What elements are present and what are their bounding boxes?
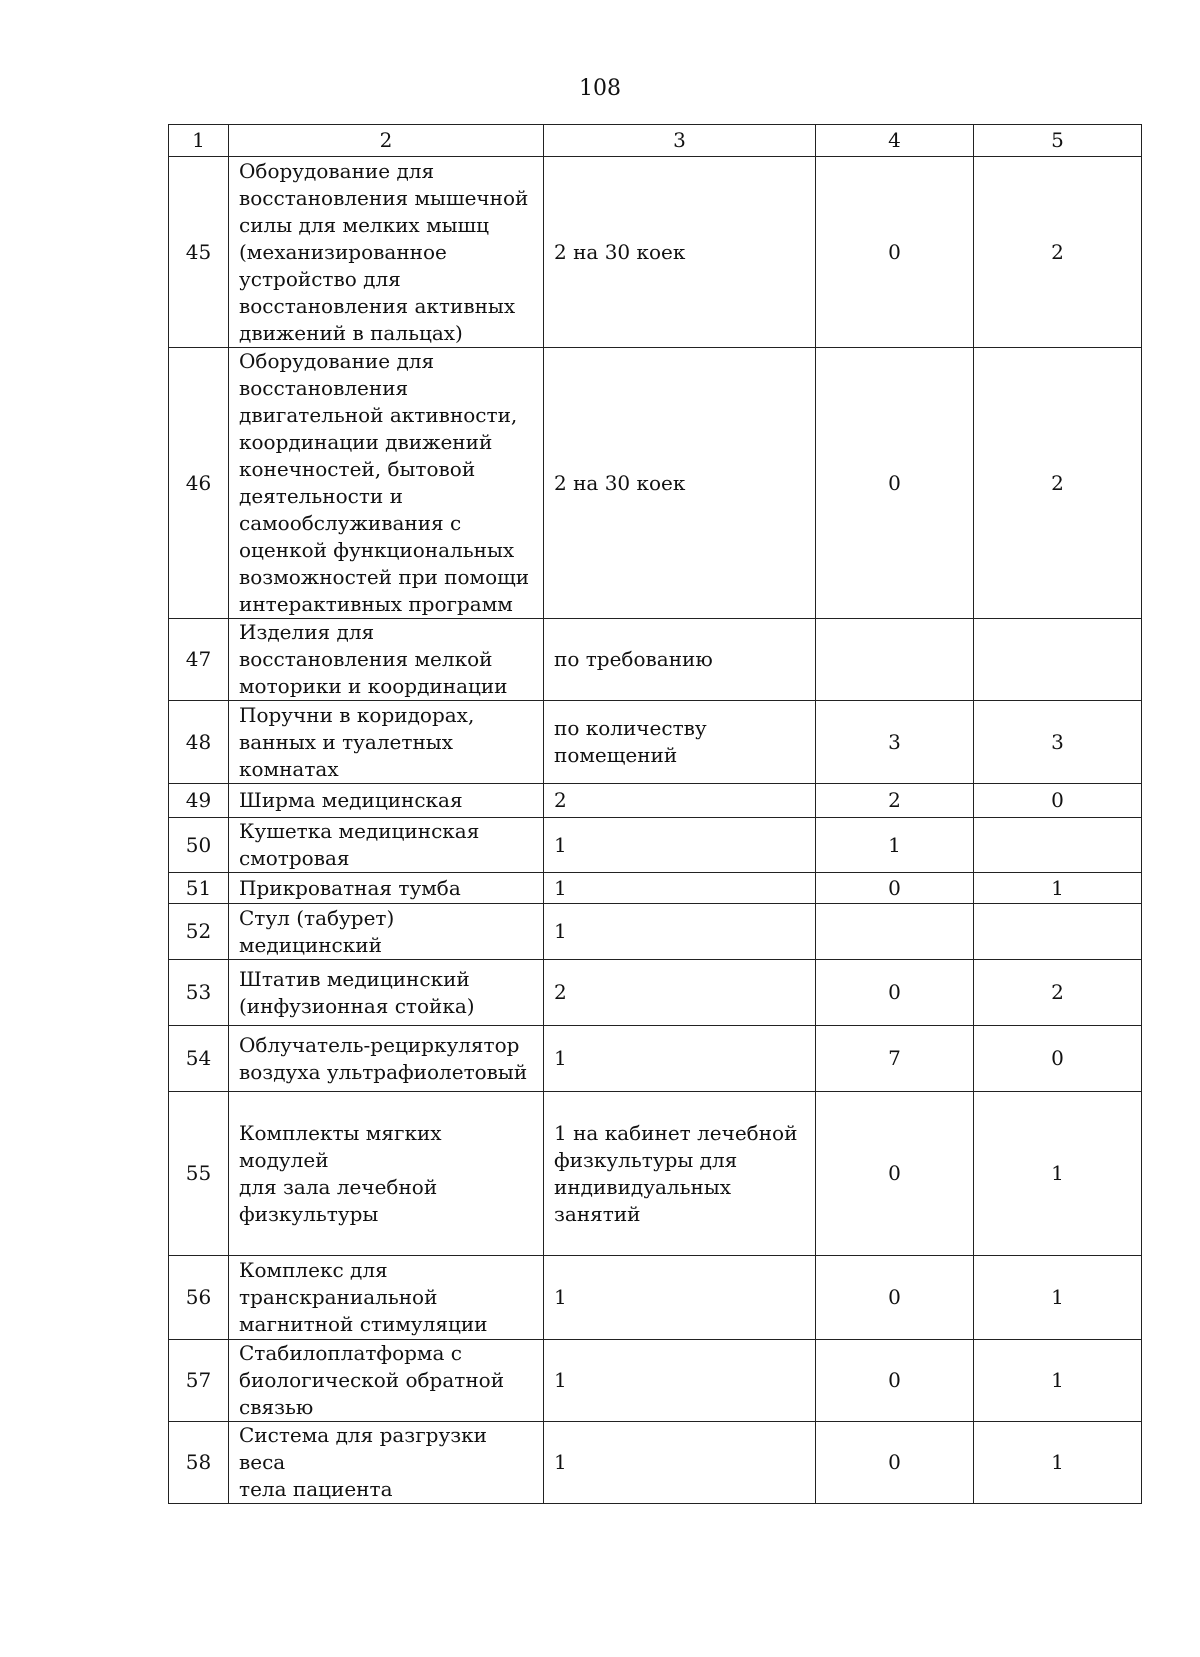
col-5-value: 1 <box>974 1092 1142 1256</box>
col-4-value: 0 <box>816 157 974 348</box>
col-5-value: 2 <box>974 157 1142 348</box>
norm-value: 1 <box>554 919 567 943</box>
col-4-value: 0 <box>816 1340 974 1422</box>
row-number: 57 <box>169 1340 229 1422</box>
norm-value: 2 <box>554 980 567 1004</box>
table-row <box>169 904 1142 960</box>
header-col-1: 1 <box>169 125 229 157</box>
table-row <box>169 960 1142 1026</box>
header-col-3: 3 <box>544 125 816 157</box>
table-row <box>169 157 1142 348</box>
equipment-name: Система для разгрузки веса тела пациента <box>239 1423 487 1501</box>
col-5-value: 0 <box>974 784 1142 818</box>
norm-value: 2 <box>554 788 567 812</box>
header-col-5: 5 <box>974 125 1142 157</box>
row-number: 58 <box>169 1422 229 1504</box>
col-5-value: 3 <box>974 701 1142 784</box>
equipment-name: Оборудование для восстановления мышечной силы для мелких мышц (механизированное устройство для восстановления активных движений в пальцах) <box>239 158 529 345</box>
table-row <box>169 1422 1142 1504</box>
equipment-name: Комплекс для транскраниальной магнитной стимуляции <box>239 1258 488 1336</box>
page-number: 108 <box>579 76 621 101</box>
equipment-name: Кушетка медицинская смотровая <box>239 819 480 870</box>
table-row <box>169 818 1142 873</box>
col-5-value: 0 <box>974 1026 1142 1092</box>
equipment-table <box>168 124 1142 1504</box>
table-row <box>169 1026 1142 1092</box>
col-4-value <box>816 619 974 701</box>
row-number: 56 <box>169 1256 229 1340</box>
norm-value: по требованию <box>554 647 713 671</box>
row-number: 46 <box>169 348 229 619</box>
col-5-value: 1 <box>974 1256 1142 1340</box>
row-number: 51 <box>169 873 229 904</box>
equipment-name: Ширма медицинская <box>239 788 463 812</box>
norm-value: 2 на 30 коек <box>554 239 686 264</box>
norm-value: 1 <box>554 875 567 900</box>
header-col-4: 4 <box>816 125 974 157</box>
norm-value: 1 <box>554 1285 567 1309</box>
row-number: 45 <box>169 157 229 348</box>
equipment-name: Штатив медицинский (инфузионная стойка) <box>239 966 475 1018</box>
equipment-name: Комплекты мягких модулей для зала лечебной физкультуры <box>239 1120 442 1226</box>
col-5-value <box>974 904 1142 960</box>
equipment-name: Облучатель-рециркулятор воздуха ультрафиолетовый <box>239 1032 528 1084</box>
col-5-value: 2 <box>974 348 1142 619</box>
row-number: 52 <box>169 904 229 960</box>
equipment-name: Прикроватная тумба <box>239 875 461 900</box>
col-5-value <box>974 818 1142 873</box>
norm-value: по количеству помещений <box>554 716 707 767</box>
col-5-value: 1 <box>974 873 1142 904</box>
table-row <box>169 784 1142 818</box>
table-row <box>169 873 1142 904</box>
equipment-name: Стул (табурет) медицинский <box>239 905 395 957</box>
row-number: 48 <box>169 701 229 784</box>
col-4-value: 0 <box>816 1092 974 1256</box>
table-row <box>169 619 1142 701</box>
col-4-value: 3 <box>816 701 974 784</box>
row-number: 50 <box>169 818 229 873</box>
equipment-name: Поручни в коридорах, ванных и туалетных комнатах <box>239 702 475 781</box>
row-number: 54 <box>169 1026 229 1092</box>
col-4-value: 7 <box>816 1026 974 1092</box>
row-number: 49 <box>169 784 229 818</box>
norm-value: 1 <box>554 1450 567 1474</box>
table-row <box>169 348 1142 619</box>
col-4-value <box>816 904 974 960</box>
equipment-name: Изделия для восстановления мелкой моторики и координации <box>239 620 508 698</box>
header-col-2: 2 <box>229 125 544 157</box>
col-5-value: 2 <box>974 960 1142 1026</box>
table-row <box>169 1256 1142 1340</box>
equipment-name: Стабилоплатформа с биологической обратной связью <box>239 1341 505 1419</box>
table-row <box>169 1092 1142 1256</box>
col-4-value: 0 <box>816 1256 974 1340</box>
table-row <box>169 701 1142 784</box>
norm-value: 1 <box>554 1046 567 1070</box>
row-number: 53 <box>169 960 229 1026</box>
table-row <box>169 1340 1142 1422</box>
row-number: 47 <box>169 619 229 701</box>
row-number: 55 <box>169 1092 229 1256</box>
col-4-value: 1 <box>816 818 974 873</box>
table-header-row <box>169 125 1142 157</box>
col-5-value: 1 <box>974 1422 1142 1504</box>
col-4-value: 0 <box>816 1422 974 1504</box>
norm-value: 1 на кабинет лечебной физкультуры для индивидуальных занятий <box>554 1120 798 1226</box>
norm-value: 1 <box>554 832 567 857</box>
col-4-value: 0 <box>816 873 974 904</box>
norm-value: 1 <box>554 1368 567 1392</box>
col-4-value: 0 <box>816 960 974 1026</box>
col-4-value: 0 <box>816 348 974 619</box>
norm-value: 2 на 30 коек <box>554 470 686 495</box>
equipment-name: Оборудование для восстановления двигательной активности, координации движений конечностей, бытовой деятельности и самообслуживания с оценкой функциональных возможностей при помощи интерактивных программ <box>239 349 530 616</box>
col-4-value: 2 <box>816 784 974 818</box>
col-5-value <box>974 619 1142 701</box>
col-5-value: 1 <box>974 1340 1142 1422</box>
